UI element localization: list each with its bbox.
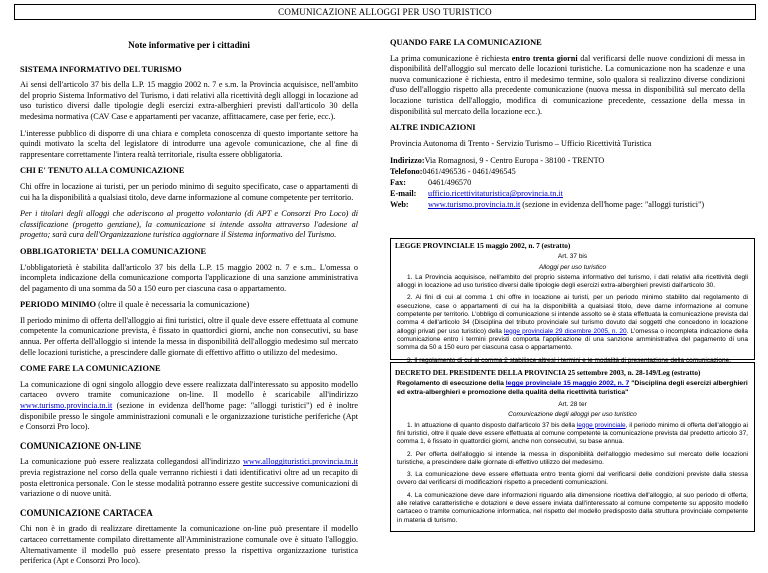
- box-title: LEGGE PROVINCIALE 15 maggio 2002, n. 7 (estratto): [395, 241, 571, 250]
- paragraph: [397, 422, 748, 447]
- paragraph: Il periodo minimo di offerta dell'alloggio ai fini turistici, oltre il quale deve essere effettuata al comune competente la comunicazione prevista, è fissato in quattordici giorni, anche non consecutivi, su base annua. Per offerta dell'alloggio si intende la messa in disponibilità dell'alloggio medesimo sul mercato delle locazioni turistiche, a prescindere dalle giornate di effettivo affitto o utilizzo del medesimo.: [20, 315, 358, 357]
- section-heading-main: PERIODO MINIMO: [20, 300, 97, 310]
- section-heading: COMUNICAZIONE CARTACEA: [20, 507, 153, 518]
- label: Fax:: [390, 178, 406, 188]
- text-bold: entro trenta giorni: [511, 53, 578, 63]
- paragraph: 3. Il regolamento di cui al comma 2 stabilisce altresì i termini e le modalità di presentazione della comunicazione.: [407, 356, 732, 364]
- text: "Disciplina degli esercizi alberghieri ed extra-alberghieri e promozione della qualità della ricettività turistica": [397, 380, 748, 396]
- law-link[interactable]: legge provinciale 29 dicembre 2005, n. 20: [504, 327, 627, 335]
- paragraph: L'interesse pubblico di disporre di una chiara e completa conoscenza di questo importante settore ha quindi motivato la scelta del legislatore di introdurre una agevole comunicazione, che al fine di rappresentare correttamente l'intera realtà territoriale, risulta essere obbligatoria.: [20, 128, 358, 159]
- box-subtitle: [397, 380, 748, 397]
- right-column: [390, 28, 745, 210]
- paragraph: [20, 457, 358, 499]
- email-row: [390, 188, 745, 199]
- fax-row: [390, 177, 745, 188]
- paragraph: [397, 294, 748, 352]
- article-subtitle: Alloggi per uso turistico: [538, 263, 607, 271]
- section-heading: COMUNICAZIONE ON-LINE: [20, 440, 142, 451]
- text: (sezione in evidenza dell'home page: "alloggi turistici") ed è inoltre disponibile presso le singole amministrazioni comunali e le organizzazione turistiche periferiche (Apt e Consorzi Pro loco).: [20, 401, 358, 432]
- web-link[interactable]: www.turismo.provincia.tn.it: [428, 200, 521, 210]
- value: 0461/496570: [428, 178, 472, 188]
- value: (sezione in evidenza dell'home page: "alloggi turistici"): [520, 200, 705, 210]
- article-number: Art. 37 bis: [557, 253, 588, 261]
- paragraph: Chi non è in grado di realizzare direttamente la comunicazione on-line può presentare il modello cartaceo correttamente compilato direttamente all'Amministrazione comunale ove è situato l'alloggio. Alternativamente il modello può essere presentato presso la rispettiva organizzazione turistica periferica (Apt e Consorzi Pro loco).: [20, 524, 358, 566]
- label: Web:: [390, 200, 409, 210]
- document-header: COMUNICAZIONE ALLOGGI PER USO TURISTICO: [14, 4, 756, 20]
- text: , il periodo minimo di offerta dell'alloggio ai fini turistici, oltre il quale deve essere effettuata al comune competente la comunicazione prevista dal predetto articolo 37, comma 1, è fissato in quattordici giorni, anche non consecutivi, su base annua.: [397, 421, 748, 446]
- section-heading: SISTEMA INFORMATIVO DEL TURISMO: [20, 64, 182, 74]
- value: 0461/496536 - 0461/496545: [422, 167, 516, 177]
- paragraph: 1. La Provincia acquisisce, nell'ambito del proprio sistema informativo del turismo, i dati relativi alla ricettività degli alloggi in locazione ad uso turistico diversi dalle tipologie degli esercizi extra-alberghieri previsti dall'articolo 30.: [397, 273, 748, 290]
- section-heading: QUANDO FARE LA COMUNICAZIONE: [390, 38, 542, 47]
- box-title: DECRETO DEL PRESIDENTE DELLA PROVINCIA 25 settembre 2003, n. 28-149/Leg (estratto): [395, 368, 701, 377]
- section-heading: [20, 300, 358, 311]
- paragraph: 4. La comunicazione deve dare informazioni riguardo alla dimensione ricettiva dell'alloggio, al suo periodo di offerta, alle relative caratteristiche e dotazioni e deve essere inviata dall'interessato al comune competente su apposito modello cartaceo o tramite comunicazione informatica, nel rispetto del modello predisposto dalla struttura provinciale competente in materia di turismo.: [397, 491, 748, 524]
- law-extract-box: [390, 238, 755, 364]
- turismo-link[interactable]: www.turismo.provincia.tn.it: [20, 401, 113, 411]
- text: La comunicazione di ogni singolo alloggio deve essere realizzata dall'interessato su apposito modello cartaceo ovvero tramite comunicazione on-line. Il modello è scaricabile all'indirizzo: [20, 379, 358, 400]
- text: La prima comunicazione è richiesta: [390, 53, 512, 63]
- section-heading-note: (oltre il quale è necessaria la comunicazione): [96, 300, 250, 310]
- section-heading: OBBLIGATORIETA' DELLA COMUNICAZIONE: [20, 246, 207, 256]
- text: dal verificarsi delle nuove condizioni di messa in disponibilità dell'alloggio sul mercato delle locazioni turistiche. La comunicazione non ha scadenze e una nuova comunicazione è richiesta, entro il medesimo termine, solo qualora si realizzino diverse condizioni d'uso dell'alloggio rispetto alla precedente comunicazione (nuova messa in disponibilità sul mercato della locazione turistica dell'alloggio, modifica di comunicazione precedente, cessazione della messa in disponibilità sul mercato della locazione ecc.).: [390, 53, 745, 116]
- paragraph: Chi offre in locazione ai turisti, per un periodo minimo di seguito specificato, case o appartamenti di cui ha la disponibilità a qualsiasi titolo, deve darne informazione al comune competente per territorio.: [20, 181, 358, 202]
- text: Regolamento di esecuzione della: [397, 380, 506, 388]
- paragraph: [20, 380, 358, 433]
- email-link[interactable]: ufficio.ricettivitaturistica@provincia.tn.it: [428, 189, 563, 199]
- alloggi-link[interactable]: www.alloggituristici.provincia.tn.it: [243, 457, 358, 467]
- value: Via Romagnosi, 9 - Centro Europa - 38100 - TRENTO: [424, 156, 605, 166]
- paragraph: Provincia Autonoma di Trento - Servizio Turismo – Ufficio Ricettività Turistica: [390, 138, 652, 148]
- law-link[interactable]: legge provinciale: [576, 421, 626, 429]
- article-subtitle: Comunicazione degli alloggi per uso turistico: [508, 411, 637, 419]
- paragraph: [390, 54, 745, 118]
- phone-row: [390, 166, 745, 177]
- paragraph: 2. Per offerta dell'alloggio si intende la messa in disponibilità dell'alloggio medesimo sul mercato delle locazioni turistiche, a prescindere dalle giornate di effettivo utilizzo del medesimo.: [397, 450, 748, 466]
- paragraph: Ai sensi dell'articolo 37 bis della L.P. 15 maggio 2002 n. 7 e s.m. la Provincia acquisisce, nell'ambito del proprio Sistema Informativo del Turismo, i dati relativi alla ricettività degli alloggi in locazione ad uso turistico diversi dalle tipologie degli esercizi extra-alberghieri previsti dall'articolo 30 della medesima normativa (CAV Case e appartamenti per vacanze, affittacamere, case per ferie, ecc.).: [20, 80, 358, 121]
- section-heading: COME FARE LA COMUNICAZIONE: [20, 364, 161, 374]
- text: 1. In attuazione di quanto disposto dall'articolo 37 bis della: [407, 421, 577, 429]
- text: La comunicazione può essere realizzata collegandosi all'indirizzo: [20, 457, 244, 467]
- page-title: Note informative per i cittadini: [128, 40, 250, 50]
- paragraph: 3. La comunicazione deve essere effettuata entro trenta giorni dal verificarsi delle condizioni previste dalla stessa ovvero dal verificarsi di modificazioni rispetto a precedenti comunicazioni.: [397, 471, 748, 487]
- label: E-mail:: [390, 189, 417, 199]
- law-link[interactable]: legge provinciale 15 maggio 2002, n. 7: [505, 380, 630, 388]
- section-heading: CHI E' TENUTO ALLA COMUNICAZIONE: [20, 166, 185, 176]
- paragraph: L'obbligatorietà è stabilita dall'articolo 37 bis della L.P. 15 maggio 2002 n. 7 e s.m.. L'omessa o incompleta indicazione della comunicazione comporta l'applicazione di una sanzione amministrativa del pagamento di una somma da 50 a 150 euro per ciascuna casa o appartamento.: [20, 262, 358, 293]
- text: previa registrazione nel corso della quale verranno richiesti i dati identificativi oltre ad un recapito di posta elettronica personale. Con le stesse modalità potranno essere gestite successive comunicazioni di variazione o di nuove unità.: [20, 468, 358, 499]
- paragraph-italic: Per i titolari degli alloggi che aderiscono al progetto volontario (di APT e Consorzi Pro Loco) di classificazione (progetto genziane), la comunicazione si intende assolta attraverso l'adesione al progetto; sarà cura dell'Organizzazione turistica aggiornare il Sistema informativo del Turismo.: [20, 209, 358, 240]
- label: Telefono:: [390, 167, 423, 177]
- text: . L'omessa o incompleta indicazione della comunicazione entro i termini previsti comporta l'applicazione di una sanzione amministrativa del pagamento di una somma da 50 a 150 euro per ciascuna casa o appartamento.: [397, 327, 748, 352]
- text: 2. Ai fini di cui al comma 1 chi offre in locazione ai turisti, per un periodo minimo stabilito dal regolamento di esecuzione, case o appartamenti di cui ha la disponibilità a qualsiasi titolo, deve darne informazione al comune competente per territorio. L'obbligo di comunicazione si intende assolto se è stata effettuata la comunicazione prevista dal comma 4 dell'articolo 34 (Disciplina del tributo provinciale sul turismo dovuto dai soggetti che concedono in locazione alloggi privati per uso turistico) della: [397, 294, 748, 335]
- web-row: [390, 199, 745, 210]
- label: Indirizzo:: [390, 156, 425, 166]
- address-row: [390, 155, 745, 166]
- decree-extract-box: [390, 362, 755, 532]
- left-column: [20, 28, 358, 573]
- article-number: Art. 28 ter: [558, 401, 587, 409]
- section-heading: ALTRE INDICAZIONI: [390, 123, 476, 133]
